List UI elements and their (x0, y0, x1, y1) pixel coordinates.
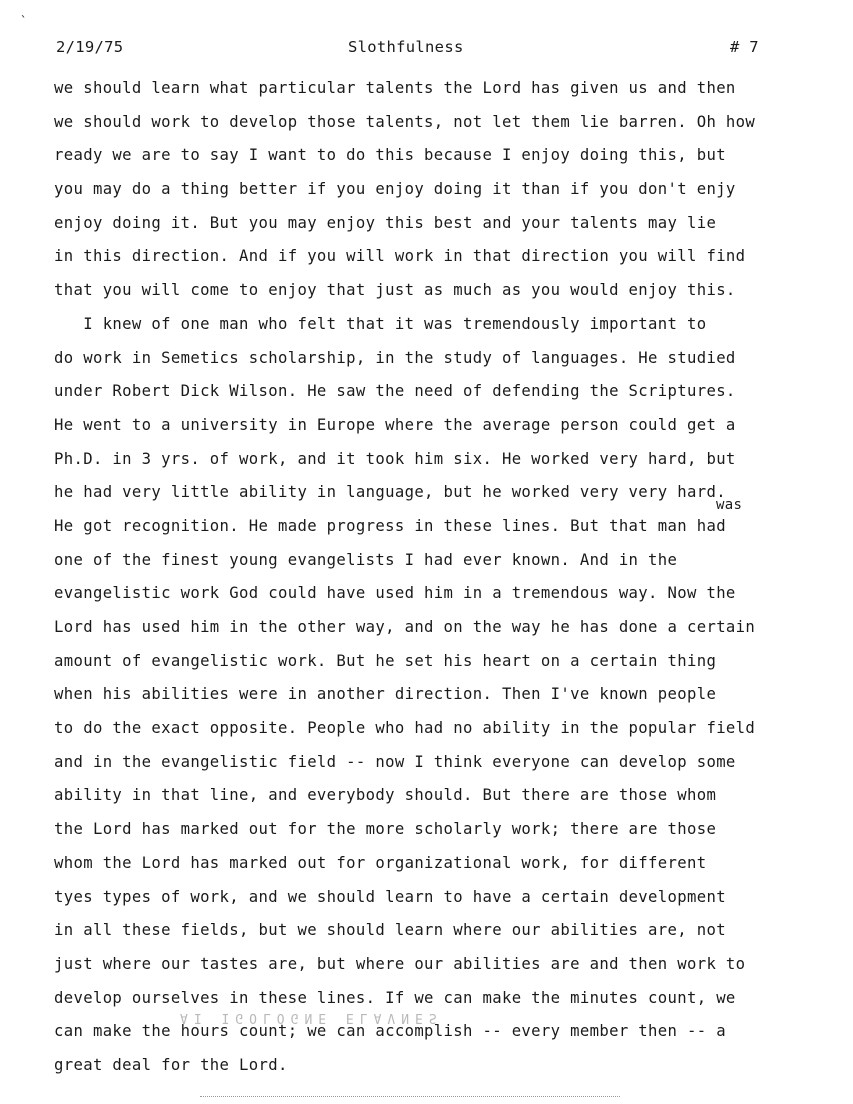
text-line: when his abilities were in another direction. Then I've known people (54, 685, 717, 704)
text-line: in all these fields, but we should learn where our abilities are, not (54, 921, 726, 940)
text-line: amount of evangelistic work. But he set his heart on a certain thing (54, 651, 717, 670)
body-text (54, 72, 844, 1083)
text-line: we should work to develop those talents, not let them lie barren. Oh how (54, 112, 756, 131)
corner-mark: ` (20, 14, 28, 28)
text-line: in this direction. And if you will work in that direction you will find (54, 247, 746, 266)
text-line: whom the Lord has marked out for organizational work, for different (54, 853, 707, 872)
text-line: we should learn what particular talents the Lord has given us and then (54, 79, 736, 97)
text-line: do work in Semetics scholarship, in the study of languages. He studied (54, 348, 736, 367)
text-line: under Robert Dick Wilson. He saw the need of defending the Scriptures. (54, 382, 736, 401)
bottom-scan-artifact (200, 1096, 620, 1099)
text-line: Lord has used him in the other way, and on the way he has done a certain (54, 618, 756, 636)
text-line: one of the finest young evangelists I had ever known. And in the (54, 550, 678, 569)
text-line: can make the hours count; we can accomplish -- every member then -- a (54, 1022, 726, 1041)
header-title: Slothfulness (348, 38, 464, 56)
text-line: Ph.D. in 3 yrs. of work, and it took him six. He worked very hard, but (54, 449, 736, 468)
text-line: He went to a university in Europe where the average person could get a (54, 415, 736, 434)
header-page-number: # 7 (730, 38, 759, 56)
text-line: to do the exact opposite. People who had no ability in the popular field (54, 719, 756, 738)
text-line: ability in that line, and everybody should. But there are those whom (54, 786, 717, 805)
header-date: 2/19/75 (56, 38, 124, 56)
text-line: He got recognition. He made progress in these lines. But that man had (54, 516, 726, 535)
text-line: tyes types of work, and we should learn to have a certain development (54, 887, 726, 906)
text-line: develop ourselves in these lines. If we can make the minutes count, we (54, 988, 736, 1007)
text-line: enjoy doing it. But you may enjoy this best and your talents may lie (54, 213, 717, 232)
text-line: great deal for the Lord. (54, 1055, 288, 1074)
text-line: that you will come to enjoy that just as much as you would enjoy this. (54, 281, 736, 300)
text-line: and in the evangelistic field -- now I think everyone can develop some (54, 752, 736, 771)
text-line: I knew of one man who felt that it was tremendously important to (54, 314, 707, 333)
text-line: ready we are to say I want to do this because I enjoy doing this, but (54, 146, 726, 165)
text-line: just where our tastes are, but where our abilities are and then work to (54, 954, 746, 973)
text-line: you may do a thing better if you enjoy doing it than if you don't enjy (54, 180, 736, 199)
handwritten-insertion: was (716, 497, 743, 513)
text-line: the Lord has marked out for the more scholarly work; there are those (54, 820, 717, 839)
text-line: evangelistic work God could have used him in a tremendous way. Now the (54, 584, 736, 603)
bleed-through-text: AI IGOLOGNE ELAVNES (180, 1010, 443, 1025)
text-line: he had very little ability in language, but he worked very very hard. (54, 483, 726, 502)
